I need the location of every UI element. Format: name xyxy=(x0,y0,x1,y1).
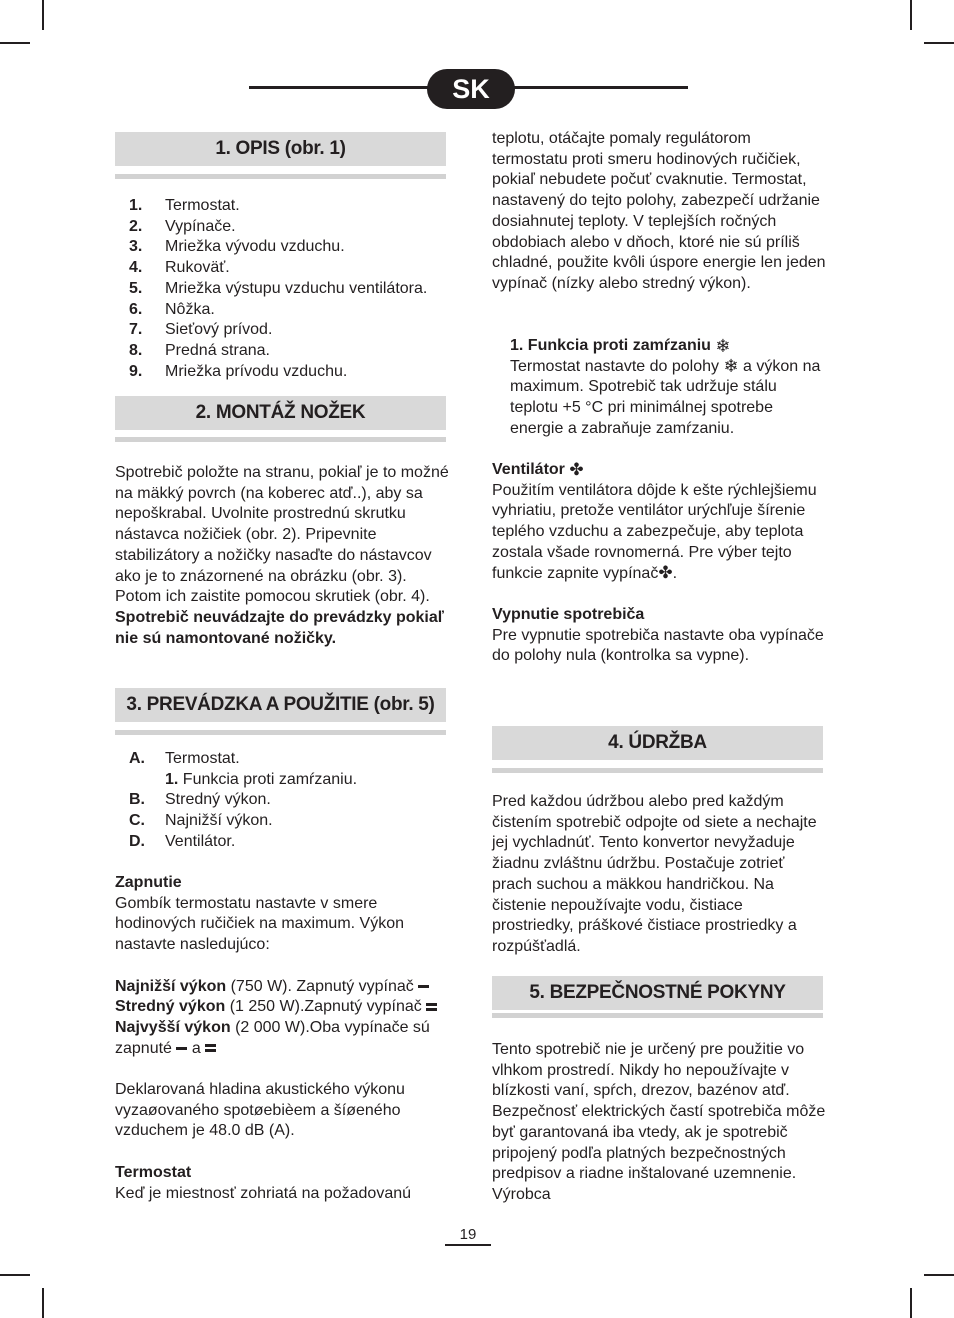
section-2-warning: Spotrebič neuvádzajte do prevádzky pokiaľ nie sú namontované nožičky. xyxy=(115,608,444,647)
power-mid: Stredný výkon (1 250 W).Zapnutý vypínač xyxy=(115,997,460,1018)
page-number: 19 xyxy=(459,1226,477,1243)
section-5-text: Tento spotrebič nie je určený pre použitie vo vlhkom prostredí. Nikdy ho nepoužívajte v blízkosti vaní, spŕch, drezov, bazénov atď. Bezpečnosť elektrických častí spotrebiča môže byť garantovaná iba vtedy, ak je spotrebič pripojený podľa platných bezpečnostných predpisov a riadne inštalované uzemnenie. Výrobca xyxy=(492,1041,826,1203)
fan-block xyxy=(492,460,827,667)
fan-icon: ✤ xyxy=(569,459,584,479)
off-text: Pre vypnutie spotrebiča nastavte oba vypínače do polohy nula (kontrolka sa vypne). xyxy=(492,626,824,665)
crop-mark xyxy=(910,0,912,30)
switch-double-icon xyxy=(205,1044,216,1052)
power-low: Najnižší výkon (750 W). Zapnutý vypínač xyxy=(115,977,460,998)
crop-mark xyxy=(42,1288,44,1318)
thermostat-continued: teplotu, otáčajte pomaly regulátorom termostatu proti smeru hodinových ručičiek, pokiaľ nebudete počuť cvaknutie. Termostat, nastavený do tejto polohy, zabezpečí udržanie dosiahnutej teploty. V teplejších ročných obdobiach alebo v dňoch, ktoré nie sú príliš chladné, použite kvôli úspore energie len jeden vypínač (nízky alebo stredný výkon). xyxy=(492,130,826,292)
header-rule-left xyxy=(249,86,439,89)
section-2-rule xyxy=(115,437,446,442)
section-5-rule xyxy=(492,1013,823,1018)
list-item: 3. Mriežka vývodu vzduchu. xyxy=(129,238,345,256)
section-3-title: 3. PREVÁDZKA A POUŽITIE (obr. 5) xyxy=(115,688,446,722)
switch-single-icon xyxy=(176,1047,187,1050)
list-item: 4. Rukoväť. xyxy=(129,259,230,277)
section-1-title: 1. OPIS (obr. 1) xyxy=(115,132,446,166)
power-high-cont: zapnuté a xyxy=(115,1039,460,1060)
crop-mark xyxy=(924,1274,954,1276)
page-number-rule xyxy=(445,1244,491,1246)
crop-mark xyxy=(924,42,954,44)
snowflake-icon: ❄ xyxy=(715,335,731,356)
section-2-text: Spotrebič položte na stranu, pokiaľ je to možné na mäkký povrch (na koberec atď..), aby sa nepoškrabal. Uvolnite prostrednú skrutku nástavca nožičiek (obr. 2). Pripevnite stabilizátory a nožičky nasaďte do nástavcov ako je to znázornené na obrázku (obr. 3). Potom ich zaistite pomocou skrutiek (obr. 4). Spotrebič neuvádzajte do prevádzky pokiaľ nie sú namontované nožičky. xyxy=(115,464,449,647)
list-item: 8. Predná strana. xyxy=(129,341,270,359)
section-3-rule xyxy=(115,730,446,735)
list-item: A. Termostat. xyxy=(129,750,240,767)
zapnutie-heading: Zapnutie xyxy=(115,874,182,891)
switch-double-icon xyxy=(426,1003,437,1011)
section-5-title: 5. BEZPEČNOSTNÉ POKYNY xyxy=(492,976,823,1010)
description-list xyxy=(115,196,455,382)
operation-text xyxy=(115,873,460,1204)
list-item: 2. Vypínače. xyxy=(129,217,236,235)
fan-heading: Ventilátor ✤ xyxy=(492,459,584,479)
controls-list xyxy=(115,749,455,853)
section-1-rule xyxy=(115,174,446,179)
frost-text: Termostat nastavte do polohy ❄ a výkon na maximum. Spotrebič tak udržuje stálu teplotu +5 °C pri minimálnej spotrebe energie a zabraňuje zamŕzaniu. xyxy=(510,356,821,437)
list-item: 6. Nôžka. xyxy=(129,300,215,318)
noise-text: Deklarovaná hladina akustického výkonu vyzaøovaného spotøebièem a šíøeného vzduchem je 48.0 dB (A). xyxy=(115,1081,405,1140)
termostat-heading: Termostat xyxy=(115,1163,192,1181)
list-sub-item: 1. Funkcia proti zamŕzaniu. xyxy=(165,770,358,788)
switch-single-icon xyxy=(418,985,429,988)
power-high: Najvyšší výkon (2 000 W).Oba vypínače sú xyxy=(115,1018,430,1036)
list-item: 7. Sieťový prívod. xyxy=(129,321,273,339)
crop-mark xyxy=(910,1288,912,1318)
list-item: 9. Mriežka prívodu vzduchu. xyxy=(129,362,348,380)
fan-icon: ✤ xyxy=(658,563,673,583)
frost-block xyxy=(510,336,825,440)
section-2-title: 2. MONTÁŽ NOŽEK xyxy=(115,396,446,430)
frost-heading: 1. Funkcia proti zamŕzaniu ❄ xyxy=(510,335,731,356)
list-item: 5. Mriežka výstupu vzduchu ventilátora. xyxy=(129,279,428,297)
termostat-text: Keď je miestnosť zohriatá na požadovanú xyxy=(115,1184,412,1202)
crop-mark xyxy=(0,1274,30,1276)
list-item: B. Stredný výkon. xyxy=(129,791,271,809)
off-heading: Vypnutie spotrebiča xyxy=(492,605,645,623)
list-item: C. Najnižší výkon. xyxy=(129,812,273,830)
header-rule-right xyxy=(503,86,688,89)
crop-mark xyxy=(42,0,44,30)
language-badge: SK xyxy=(427,69,515,109)
list-item: D. Ventilátor. xyxy=(129,832,236,850)
fan-text: Použitím ventilátora dôjde k ešte rýchlejšiemu vyhriatiu, pretože ventilátor urýchľuje šírenie teplého vzduchu a zabezpečuje, aby teplota zostala všade rovnomerná. Pre výber tejto funkcie zapnite vypínač✤. xyxy=(492,481,817,583)
section-4-text: Pred každou údržbou alebo pred každým čistením spotrebič odpojte od siete a nechajte jej vychladnúť. Tento konvertor nevyžaduje žiadnu zvláštnu údržbu. Postačuje zotrieť prach suchou a mäkkou handričkou. Na čistenie nepoužívajte vodu, čistiace prostriedky, práškové čistiace prostriedky a rozpúšťadlá. xyxy=(492,793,817,955)
section-4-rule xyxy=(492,768,823,773)
section-4-title: 4. ÚDRŽBA xyxy=(492,726,823,760)
snowflake-icon: ❄ xyxy=(723,356,739,377)
crop-mark xyxy=(0,42,30,44)
zapnutie-text: Gombík termostatu nastavte v smere hodinových ručičiek na maximum. Výkon nastavte nasledujúco: xyxy=(115,894,405,954)
list-item: 1. Termostat. xyxy=(129,197,240,214)
